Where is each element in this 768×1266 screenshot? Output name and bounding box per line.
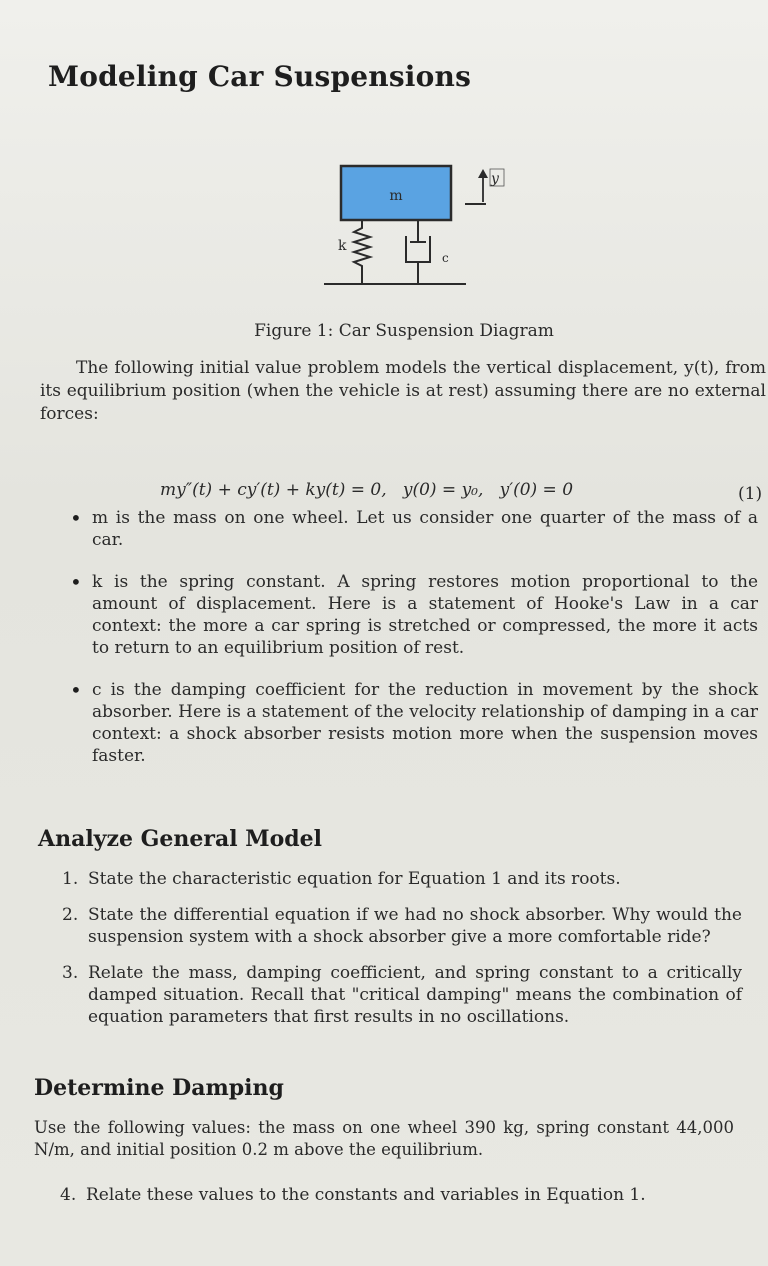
analyze-questions <box>62 868 742 1042</box>
item-text: Relate the mass, damping coefficient, and spring constant to a critically damped situation. Recall that "critical damping" means the combination of equation parameters that first results in no oscillations. <box>88 963 742 1027</box>
arrow-head-icon <box>478 169 488 178</box>
parameter-list <box>70 507 758 787</box>
item-number: 2. <box>62 905 79 925</box>
spring-label: k <box>338 238 347 254</box>
list-item <box>62 904 742 948</box>
spring <box>354 220 370 284</box>
page-title: Modeling Car Suspensions <box>48 60 472 93</box>
section-heading-analyze: Analyze General Model <box>38 826 323 852</box>
damping-questions <box>60 1184 740 1220</box>
equation-number: (1) <box>738 484 763 504</box>
intro-text: The following initial value problem models the vertical displacement, y(t), from its equilibrium position (when the vehicle is at rest) assuming there are no external forces: <box>40 358 766 424</box>
section-heading-damping: Determine Damping <box>34 1075 284 1101</box>
item-number: 4. <box>60 1185 77 1205</box>
damper-label: c <box>442 251 449 265</box>
list-item <box>62 962 742 1028</box>
values-paragraph: Use the following values: the mass on one wheel 390 kg, spring constant 44,000 N/m, and initial position 0.2 m above the equilibrium. <box>34 1118 734 1159</box>
mass-label: m <box>389 188 403 204</box>
list-item: • k is the spring constant. A spring restores motion proportional to the amount of displacement. Here is a statement of Hooke's Law in a car context: the more a car spring is stretched or compressed, the more it acts to return to an equilibrium position of rest. <box>70 571 758 659</box>
equation-1: my″(t) + cy′(t) + ky(t) = 0, y(0) = y₀, y′(0) = 0 <box>160 480 574 500</box>
suspension-diagram <box>318 158 518 293</box>
item-number: 3. <box>62 963 79 983</box>
list-item: • c is the damping coefficient for the reduction in movement by the shock absorber. Here is a statement of the velocity relationship of damping in a car context: a shock absorber resists motion more when the suspension moves faster. <box>70 679 758 767</box>
item-text: Relate these values to the constants and variables in Equation 1. <box>86 1185 646 1205</box>
list-item: • m is the mass on one wheel. Let us consider one quarter of the mass of a car. <box>70 507 758 551</box>
damper <box>406 220 430 284</box>
axis-label: y <box>491 171 499 187</box>
item-text: State the differential equation if we had no shock absorber. Why would the suspension system with a shock absorber give a more comfortable ride? <box>88 905 742 947</box>
list-item <box>60 1184 740 1206</box>
figure-caption: Figure 1: Car Suspension Diagram <box>254 321 554 341</box>
item-text: State the characteristic equation for Equation 1 and its roots. <box>88 869 621 889</box>
list-item <box>62 868 742 890</box>
suspension-diagram-svg <box>318 158 518 293</box>
intro-paragraph <box>40 357 766 426</box>
item-number: 1. <box>62 869 79 889</box>
